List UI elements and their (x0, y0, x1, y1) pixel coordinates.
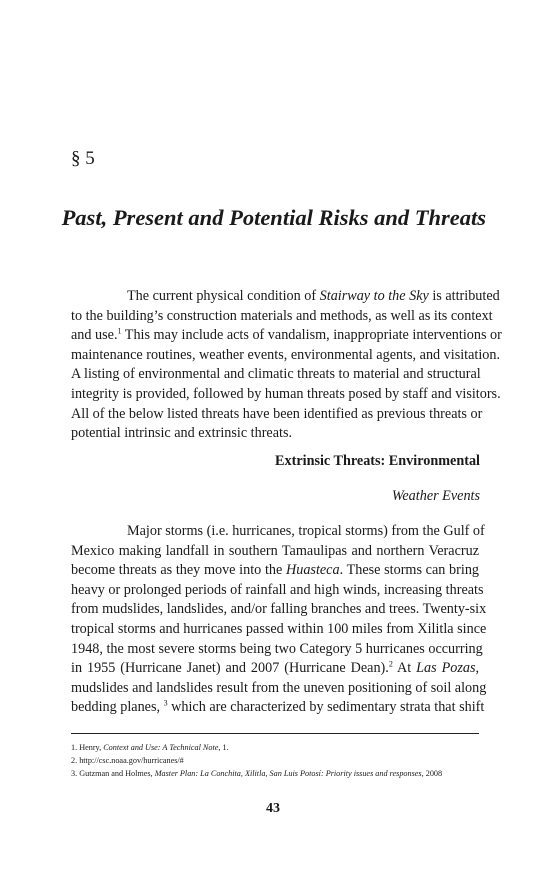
chapter-title: Past, Present and Potential Risks and Threats (61, 205, 486, 230)
text-line: Mexico making landfall in southern Tamaulipas and northern Veracruz (71, 542, 479, 559)
text-line: Major storms (i.e. hurricanes, tropical storms) from the Gulf of (127, 523, 485, 539)
subsubheading: Weather Events (391, 488, 480, 504)
section-number: § 5 (71, 148, 95, 169)
text-line: 1948, the most severe storms being two Category 5 hurricanes occurring (71, 640, 483, 657)
footnote: 3. Gutzman and Holmes, Master Plan: La Conchita, Xilitla, San Luis Potosí: Priority issues and responses, 2008 (71, 769, 443, 778)
text-line: and use.$^1$ This may include acts of vandalism, inappropriate interventions or (71, 326, 502, 344)
site-name: Las Pozas (416, 660, 476, 677)
text-line: All of the below listed threats have been identified as previous threats or (71, 405, 483, 422)
work-title: Stairway to the Sky (319, 288, 429, 304)
text-line: maintenance routines, weather events, environmental agents, and visitation. (71, 346, 501, 363)
text-line: from mudslides, landslides, and/or falling branches and trees. Twenty-six (71, 601, 487, 618)
footnote (71, 754, 491, 767)
text-line: integrity is provided, followed by human threats posed by staff and visitors. (71, 385, 501, 402)
text-line: become threats as they move into the Huasteca. These storms can bring (71, 562, 480, 579)
text-line: potential intrinsic and extrinsic threats. (71, 425, 293, 442)
footnote-link[interactable]: 2. http://csc.noaa.gov/hurricanes/# (71, 756, 184, 765)
text-line: to the building’s construction materials and methods, as well as its context (71, 307, 493, 324)
region-name: Huasteca (285, 562, 340, 579)
footnote-ref[interactable]: 2 (388, 659, 393, 669)
subheading: Extrinsic Threats: Environmental (275, 453, 480, 469)
text-line: mudslides and landslides result from the uneven positioning of soil along (71, 679, 487, 696)
page-number: 43 (266, 801, 280, 816)
footnotes (71, 741, 491, 780)
intro-paragraph (71, 287, 502, 444)
weather-paragraph (71, 522, 487, 718)
text-line: The current physical condition of Stairway to the Sky is attributed (127, 288, 500, 304)
text-line: in 1955 (Hurricane Janet) and 2007 (Hurricane Dean).$^2$ At Las Pozas, (71, 659, 480, 677)
text-line: bedding planes, $^3$ which are characterized by sedimentary strata that shift (71, 698, 485, 716)
text-line: heavy or prolonged periods of rainfall and high winds, increasing threats (71, 581, 484, 598)
footnote-ref[interactable]: 3 (163, 698, 168, 708)
text-line: A listing of environmental and climatic threats to material and structural (71, 366, 481, 383)
footnote-divider (71, 733, 479, 734)
text-line: tropical storms and hurricanes passed within 100 miles from Xilitla since (71, 620, 487, 637)
footnote-ref[interactable]: 1 (117, 326, 122, 336)
footnote: 1. Henry, Context and Use: A Technical Note, 1. (71, 743, 229, 752)
